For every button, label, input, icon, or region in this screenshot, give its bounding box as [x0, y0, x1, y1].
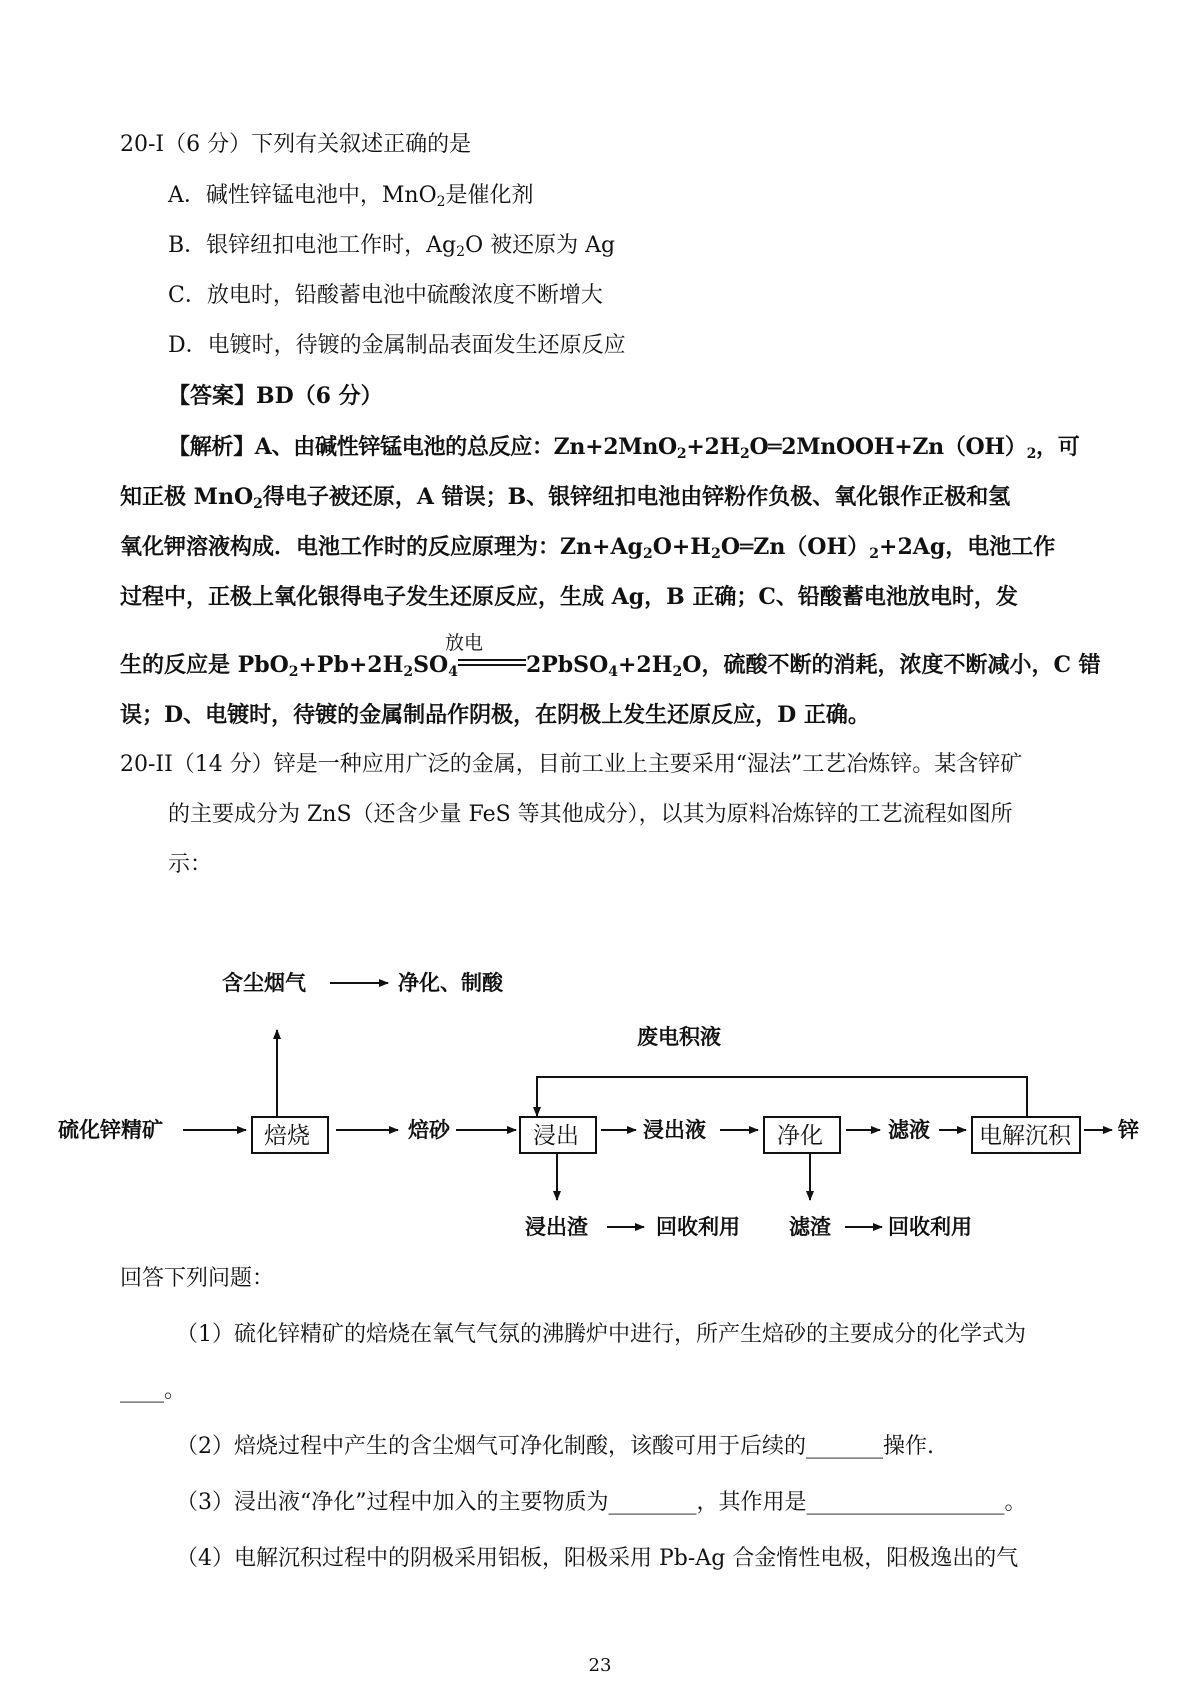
option-a: A．碱性锌锰电池中，MnO$_2$是催化剂 — [168, 183, 534, 210]
analysis-line-2: 知正极 MnO$_2$得电子被还原，A 错误；B、银锌纽扣电池由锌粉作负极、氧化银作正极和氢 — [120, 484, 1011, 512]
flow-label-zinc: 锌 — [1118, 1118, 1139, 1142]
arrow-recycle-loop — [537, 1077, 1027, 1117]
box-electro — [972, 1117, 1080, 1153]
box-roast — [252, 1117, 328, 1153]
flow-label-ore: 硫化锌精矿 — [58, 1118, 163, 1142]
box-roast-label: 焙烧 — [264, 1123, 310, 1149]
analysis-line-3: 氧化钾溶液构成．电池工作时的反应原理为：$Zn+Ag_2O+H_2O═Zn(OH)_2+2Ag$，电池工作 — [120, 534, 1056, 562]
analysis-line-5: 生的反应是 $PbO_2+Pb+2H_2SO_4$ $2PbSO_4+2H_2O$，硫酸不断的消耗，浓度不断减小，C 错 — [120, 652, 1101, 680]
questions-prompt: 回答下列问题： — [120, 1266, 275, 1291]
flow-label-filter-residue: 滤渣 — [789, 1215, 831, 1239]
flow-label-flue-gas: 含尘烟气 — [222, 971, 306, 995]
q2-stem-line-1: 20-II（14 分）锌是一种应用广泛的金属，目前工业上主要采用“湿法”工艺冶炼锌。某含锌矿 — [120, 752, 1023, 777]
analysis-line-6: 误；D、电镀时，待镀的金属制品作阴极，在阴极上发生还原反应，D 正确。 — [120, 702, 870, 728]
box-purify-label: 净化 — [777, 1123, 823, 1149]
box-purify — [764, 1117, 840, 1153]
flow-label-leachate: 浸出液 — [643, 1118, 706, 1142]
answer: 【答案】BD（6 分） — [168, 383, 383, 409]
sub-question-1-blank: ____。 — [120, 1378, 187, 1403]
box-leach — [520, 1117, 596, 1153]
flow-label-recycle-1: 回收利用 — [656, 1215, 740, 1239]
flow-label-purify-acid: 净化、制酸 — [398, 971, 503, 995]
page-number: 23 — [588, 1655, 612, 1676]
sub-question-2: （2）焙烧过程中产生的含尘烟气可净化制酸，该酸可用于后续的_______操作. — [176, 1434, 934, 1459]
flow-label-calcine: 焙砂 — [408, 1118, 450, 1142]
box-leach-label: 浸出 — [533, 1123, 579, 1149]
option-d: D．电镀时，待镀的金属制品表面发生还原反应 — [168, 333, 626, 358]
sub-question-1: （1）硫化锌精矿的焙烧在氧气气氛的沸腾炉中进行，所产生焙砂的主要成分的化学式为 — [176, 1322, 1026, 1347]
box-electro-label: 电解沉积 — [979, 1123, 1071, 1149]
discharge-condition-label: 放电 — [445, 632, 484, 654]
flow-label-recycle-2: 回收利用 — [888, 1215, 972, 1239]
q2-stem-line-2: 的主要成分为 ZnS（还含少量 FeS 等其他成分），以其为原料冶炼锌的工艺流程如图所 — [168, 802, 1013, 827]
flow-label-leach-residue: 浸出渣 — [525, 1215, 588, 1239]
q2-stem-line-3: 示： — [168, 852, 213, 877]
analysis-line-4: 过程中，正极上氧化银得电子发生还原反应，生成 Ag，B 正确；C、铅酸蓄电池放电时，发 — [120, 584, 1018, 610]
reaction-double-arrow — [458, 659, 526, 666]
flow-label-waste-liquid: 废电积液 — [637, 1025, 721, 1049]
q1-stem: 20-I（6 分）下列有关叙述正确的是 — [120, 132, 472, 157]
option-c: C．放电时，铅酸蓄电池中硫酸浓度不断增大 — [168, 283, 603, 308]
analysis-line-1: 【解析】A、由碱性锌锰电池的总反应：$Zn+2MnO_2+2H_2O═2MnOOH+Zn(OH)_2$，可 — [168, 434, 1080, 462]
sub-question-4: （4）电解沉积过程中的阴极采用铝板，阳极采用 Pb-Ag 合金惰性电极，阳极逸出的气 — [176, 1546, 1019, 1571]
flow-label-filtrate: 滤液 — [888, 1118, 930, 1142]
option-b: B．银锌纽扣电池工作时，$Ag_2O$ 被还原为 Ag — [168, 233, 616, 260]
sub-question-3: （3）浸出液“净化”过程中加入的主要物质为________，其作用是__________________。 — [176, 1490, 1027, 1515]
